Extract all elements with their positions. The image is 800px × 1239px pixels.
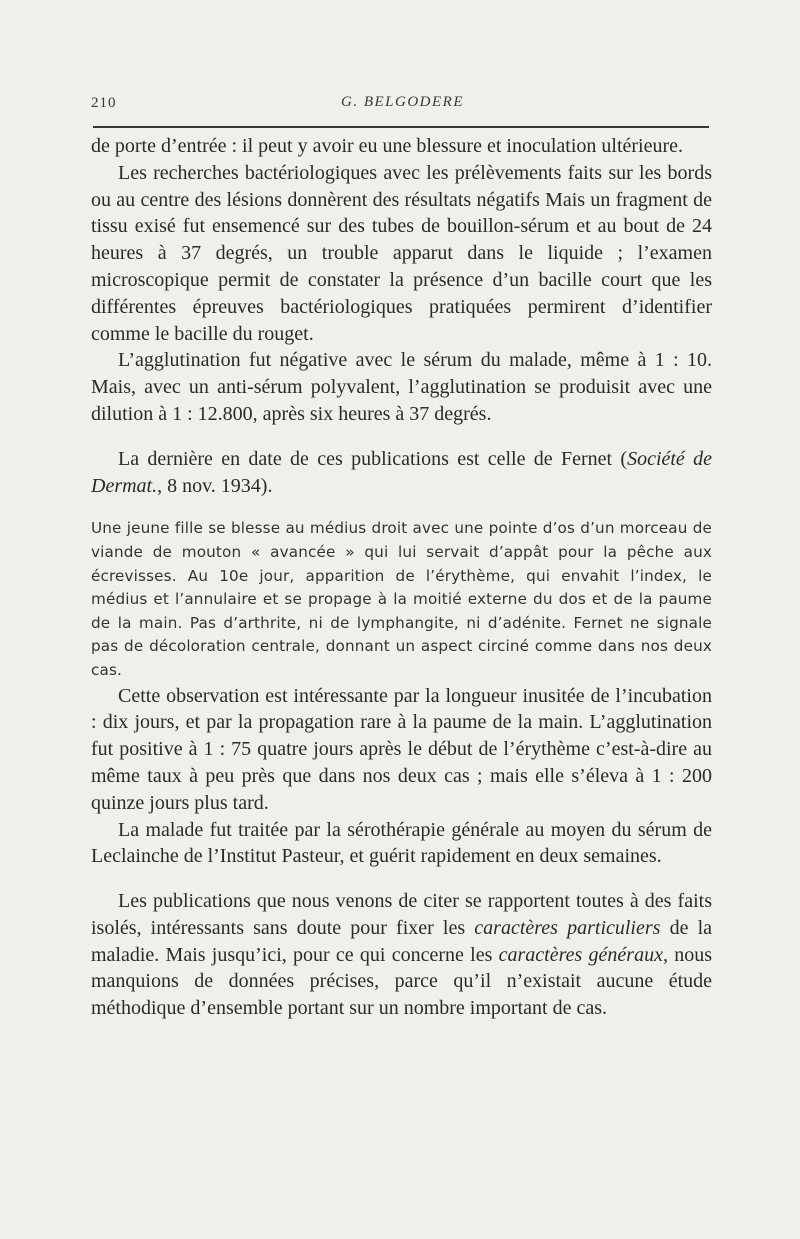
page-number: 210: [91, 95, 117, 111]
body-text: [91, 133, 712, 1022]
paragraph-fernet-publication: [91, 446, 712, 500]
paragraph-treatment: La malade fut traitée par la sérothérapie générale au moyen du sérum de Leclainche de l’Institut Pasteur, et guérit rapidement en deux semaines.: [91, 818, 712, 868]
paragraph-continuation: de porte d’entrée : il peut y avoir eu une blessure et inoculation ultérieure.: [91, 135, 684, 157]
paragraph-conclusion: [91, 888, 712, 1022]
fernet-lead-text: La dernière en date de ces publications est celle de Fernet (: [118, 447, 628, 470]
paragraph-observation: Cette observation est intéressante par la longueur inusitée de l’incubation : dix jours, et par la propagation rare à la paume de la main. L’agglutination fut positive à 1 : 75 quatre jours après le début de l’érythème c’est-à-dire au même taux à peu près que dans nos deux cas ; mais elle s’éleva à 1 : 200 quinze jours plus tard.: [91, 684, 712, 814]
conclusion-emphasis-1: caractères particuliers: [474, 916, 661, 939]
running-head: [91, 95, 711, 117]
conclusion-emphasis-2: caractères généraux: [498, 943, 663, 966]
quote-text: Une jeune fille se blesse au médius droit avec une pointe d’os d’un morceau de viande de mouton « avancée » qui lui servait d’appât pour la pêche aux écrevisses. Au 10e jour, apparition de l’érythème, qui envahit l’index, le médius et l’annulaire et se propage à la moitié externe du dos et de la paume de la main. Pas d’arthrite, ni de lymphangite, ni d’adénite. Fernet ne signale pas de décoloration centrale, donnant un aspect circiné comme dans nos deux cas.: [91, 519, 712, 679]
case-summary-quote: [91, 517, 712, 682]
running-head-author: G. BELGODERE: [341, 94, 464, 110]
paragraph-bacteriology: Les recherches bactériologiques avec les prélèvements faits sur les bords ou au centre des lésions donnèrent des résultats négatifs Mais un fragment de tissu exisé fut ensemencé sur des tubes de bouillon-sérum et au bout de 24 heures à 37 degrés, un trouble apparut dans le liquide ; l’examen microscopique permit de constater la présence d’un bacille court que les différentes épreuves bactériologiques pratiquées permirent d’identifier comme le bacille du rouget.: [91, 161, 712, 345]
conclusion-text-1: Les publications que nous venons de citer se rapportent toutes à des faits isolés, intéressants sans doute pour fixer les: [91, 890, 712, 939]
paragraph-agglutination: L’agglutination fut négative avec le sérum du malade, même à 1 : 10. Mais, avec un anti-sérum polyvalent, l’agglutination se produisit avec une dilution à 1 : 12.800, après six heures à 37 degrés.: [91, 349, 712, 425]
fernet-date-text: , 8 nov. 1934).: [157, 474, 273, 497]
conclusion-text-2: de la maladie. Mais jusqu’ici, pour ce qui concerne les: [91, 916, 713, 966]
header-rule: [93, 126, 709, 128]
journal-title: Société de Dermat.: [91, 447, 713, 497]
conclusion-text-3: , nous manquions de données précises, parce qu’il n’existait aucune étude méthodique d’ensemble portant sur un nombre important de cas.: [91, 943, 712, 1020]
